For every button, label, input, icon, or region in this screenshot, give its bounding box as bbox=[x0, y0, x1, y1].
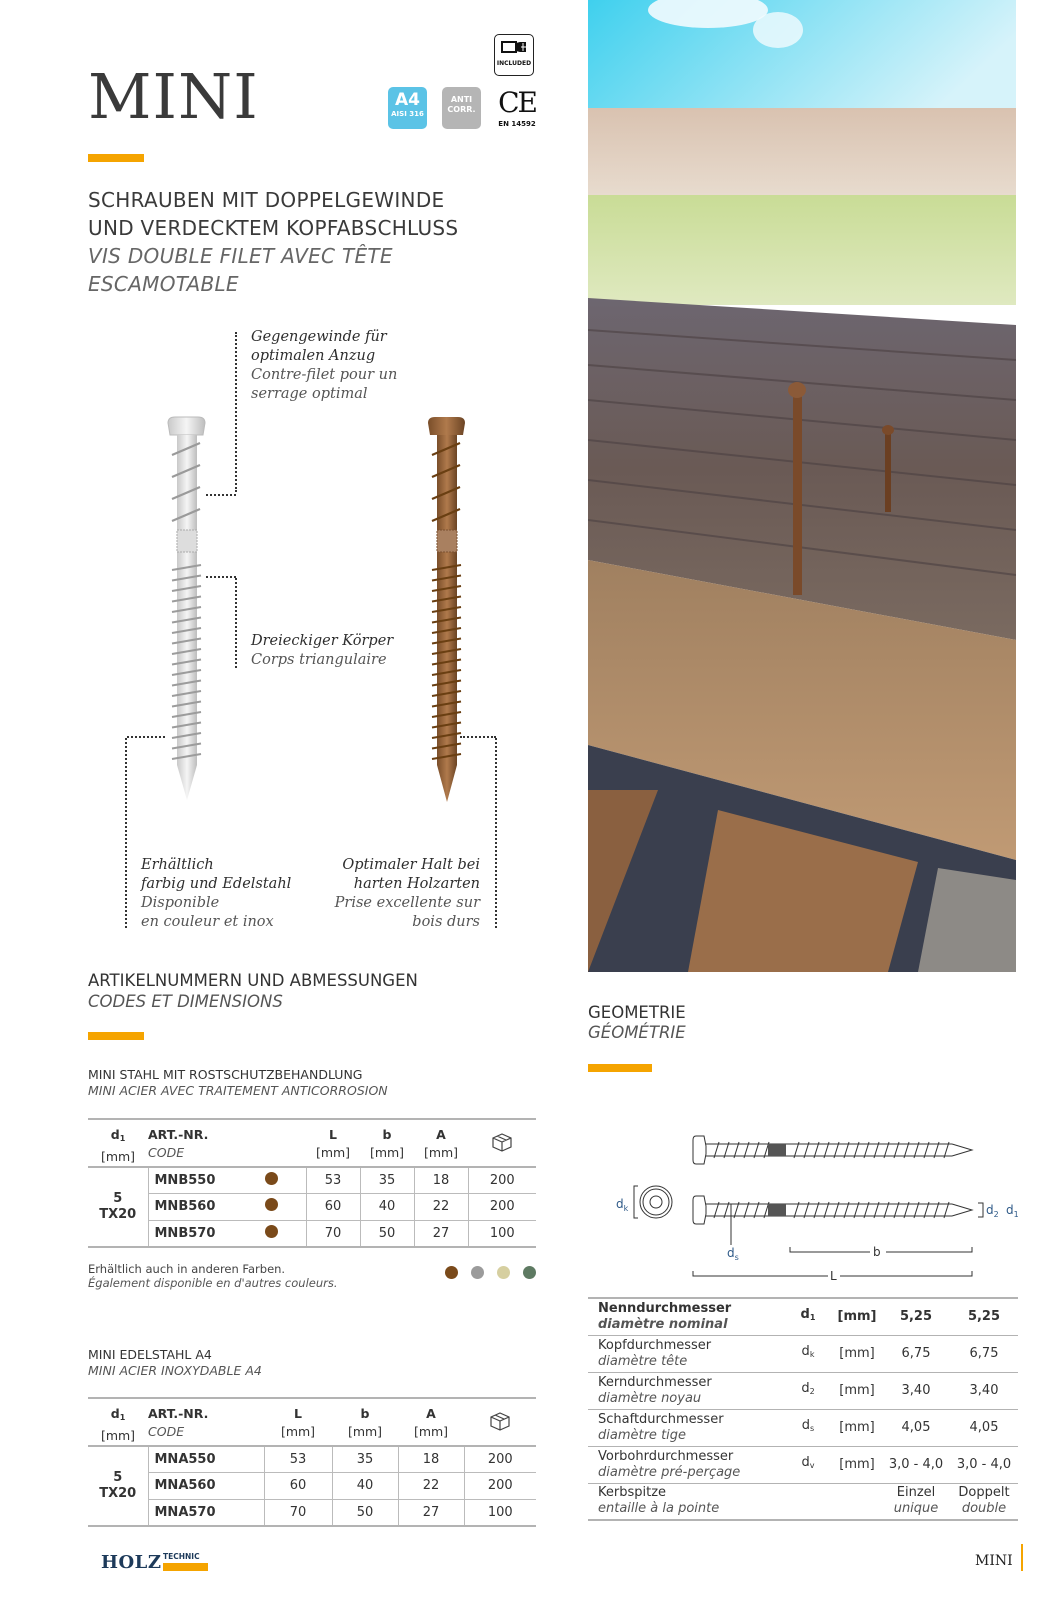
parameter-name: Kopfdurchmesser diamètre tête bbox=[598, 1337, 712, 1369]
callout-counter-thread bbox=[251, 328, 397, 404]
geometry-title-fr: GÉOMÉTRIE bbox=[588, 1023, 686, 1042]
value-cell: 3,0 - 4,0 bbox=[956, 1456, 1012, 1472]
value-cell: 5,25 bbox=[967, 1308, 1001, 1324]
callout-triangular-body bbox=[251, 632, 393, 670]
stainless-table-heading bbox=[88, 1347, 262, 1379]
accent-bar bbox=[588, 1064, 652, 1072]
d2-label: $d_2$ bbox=[986, 1203, 999, 1219]
callout-fr: Corps triangulaire bbox=[251, 652, 387, 668]
unit-cell: [mm] bbox=[839, 1382, 875, 1398]
A-cell: 18 bbox=[414, 1167, 468, 1194]
geometry-row bbox=[588, 1335, 1018, 1372]
header-d1: $d_1$ [mm] bbox=[100, 1406, 136, 1443]
value-cell: 5,25 bbox=[899, 1308, 933, 1324]
table-row bbox=[88, 1167, 536, 1194]
unit-cell: [mm] bbox=[839, 1419, 875, 1435]
callout-de: optimalen Anzug bbox=[251, 348, 376, 364]
included-badge bbox=[494, 34, 534, 76]
color-dot-cell bbox=[238, 1167, 306, 1194]
callout-de: Dreieckiger Körper bbox=[251, 633, 394, 649]
color-dot-cell bbox=[238, 1220, 306, 1247]
geometry-row bbox=[588, 1409, 1018, 1446]
unit-cell: [mm] bbox=[839, 1345, 875, 1361]
thread-length-cell: 50 bbox=[360, 1220, 414, 1247]
header-A: A [mm] bbox=[423, 1127, 459, 1160]
d1-cell: 5 TX20 bbox=[88, 1446, 148, 1526]
d1-cell: 5 TX20 bbox=[88, 1167, 148, 1247]
deck-photo bbox=[588, 0, 1016, 972]
callout-fr: serrage optimal bbox=[251, 386, 368, 402]
thread-length-cell: 40 bbox=[332, 1473, 398, 1500]
ce-badge bbox=[494, 86, 540, 132]
A-cell: 22 bbox=[398, 1473, 464, 1500]
value-cell: 3,0 - 4,0 bbox=[888, 1456, 944, 1472]
parameter-name: Nenndurchmesser diamètre nominal bbox=[598, 1300, 732, 1332]
geometry-table bbox=[588, 1297, 1018, 1521]
length-cell: 60 bbox=[306, 1194, 360, 1221]
header-L: L [mm] bbox=[280, 1406, 316, 1439]
ds-label: $d_s$ bbox=[727, 1246, 739, 1262]
unit-cell: [mm] bbox=[837, 1308, 877, 1324]
length-cell: 70 bbox=[264, 1499, 332, 1526]
holz-technic-logo bbox=[101, 1552, 200, 1573]
pieces-cell: 100 bbox=[468, 1220, 536, 1247]
header-A: A [mm] bbox=[413, 1406, 449, 1439]
length-cell: 53 bbox=[306, 1167, 360, 1194]
steel-title-fr: MINI ACIER AVEC TRAITEMENT ANTICORROSION bbox=[88, 1083, 388, 1098]
value-cell: Einzel unique bbox=[893, 1485, 939, 1517]
callout-fr: Contre-filet pour un bbox=[251, 367, 398, 383]
pieces-cell: 100 bbox=[464, 1499, 536, 1526]
subtitle-de-2: UND VERDECKTEM KOPFABSCHLUSS bbox=[88, 216, 459, 240]
header-code: ART.-NR. CODE bbox=[148, 1127, 209, 1160]
stainless-title-fr: MINI ACIER INOXYDABLE A4 bbox=[88, 1363, 262, 1378]
code-cell: MNB560 bbox=[148, 1194, 238, 1221]
header-b: b [mm] bbox=[347, 1406, 383, 1439]
A-cell: 18 bbox=[398, 1446, 464, 1473]
symbol-cell bbox=[784, 1483, 832, 1520]
value-cell: Doppelt double bbox=[958, 1485, 1010, 1517]
brand-bar bbox=[163, 1563, 208, 1571]
callout-available bbox=[141, 856, 291, 932]
unit-cell: [mm] bbox=[839, 1456, 875, 1472]
leader-line bbox=[460, 736, 496, 738]
callout-hardwood bbox=[300, 856, 480, 932]
product-subtitle bbox=[88, 186, 458, 298]
color-swatch bbox=[497, 1266, 510, 1279]
brand-name: HOLZ bbox=[101, 1552, 162, 1573]
parameter-name: Kerndurchmesser diamètre noyau bbox=[598, 1374, 712, 1406]
symbol-cell: $d_s$ bbox=[801, 1418, 815, 1433]
note-fr: Également disponible en d'autres couleurs. bbox=[88, 1276, 338, 1290]
leader-line bbox=[206, 576, 236, 578]
A-cell: 22 bbox=[414, 1194, 468, 1221]
value-cell: 6,75 bbox=[969, 1345, 999, 1361]
code-cell: MNA570 bbox=[148, 1499, 264, 1526]
steel-codes-table bbox=[88, 1118, 536, 1248]
callout-de: farbig und Edelstahl bbox=[141, 876, 292, 892]
code-cell: MNB550 bbox=[148, 1167, 238, 1194]
pieces-cell: 200 bbox=[464, 1446, 536, 1473]
callout-de: harten Holzarten bbox=[353, 876, 480, 892]
symbol-cell: $d_1$ bbox=[800, 1307, 816, 1323]
pieces-cell: 200 bbox=[464, 1473, 536, 1500]
symbol-cell: $d_v$ bbox=[801, 1455, 815, 1470]
steel-title-de: MINI STAHL MIT ROSTSCHUTZBEHANDLUNG bbox=[88, 1067, 363, 1082]
parameter-name: Vorbohrdurchmesser diamètre pré-perçage bbox=[598, 1448, 741, 1480]
thread-length-cell: 35 bbox=[332, 1446, 398, 1473]
symbol-cell: $d_k$ bbox=[801, 1344, 815, 1359]
L-label: L bbox=[830, 1269, 837, 1283]
dk-label: $d_k$ bbox=[616, 1197, 629, 1213]
geometry-row bbox=[588, 1298, 1018, 1335]
callout-fr: bois durs bbox=[412, 914, 480, 930]
stainless-codes-table bbox=[88, 1397, 536, 1527]
table-row bbox=[88, 1194, 536, 1221]
other-colors-note bbox=[88, 1262, 338, 1290]
included-label: INCLUDED bbox=[496, 60, 532, 67]
parameter-name: Schaftdurchmesser diamètre tige bbox=[598, 1411, 724, 1443]
leader-line bbox=[127, 736, 165, 738]
length-cell: 53 bbox=[264, 1446, 332, 1473]
leader-line bbox=[235, 332, 237, 492]
box-icon bbox=[468, 1119, 536, 1167]
length-cell: 70 bbox=[306, 1220, 360, 1247]
callout-fr: Prise excellente sur bbox=[334, 895, 480, 911]
anti-label: ANTI bbox=[450, 95, 473, 104]
stainless-title-de: MINI EDELSTAHL A4 bbox=[88, 1347, 212, 1362]
geometry-row bbox=[588, 1483, 1018, 1520]
pieces-cell: 200 bbox=[468, 1167, 536, 1194]
value-cell: 4,05 bbox=[969, 1419, 999, 1435]
brand-sub: TECHNIC bbox=[163, 1552, 200, 1561]
accent-bar bbox=[88, 154, 144, 162]
anti-corrosion-badge bbox=[442, 87, 481, 129]
table-row bbox=[88, 1446, 536, 1473]
value-cell: 6,75 bbox=[901, 1345, 931, 1361]
A-cell: 27 bbox=[414, 1220, 468, 1247]
brown-screw-image bbox=[410, 415, 485, 805]
callout-fr: en couleur et inox bbox=[141, 914, 274, 930]
geometry-heading bbox=[588, 1003, 686, 1043]
geometry-row bbox=[588, 1446, 1018, 1483]
leader-line bbox=[206, 494, 236, 496]
symbol-cell: $d_2$ bbox=[801, 1381, 815, 1396]
codes-title-de: ARTIKELNUMMERN UND ABMESSUNGEN bbox=[88, 971, 418, 990]
b-label: b bbox=[873, 1245, 881, 1259]
color-dot-cell bbox=[238, 1194, 306, 1221]
accent-bar bbox=[88, 1032, 144, 1040]
pieces-cell: 200 bbox=[468, 1194, 536, 1221]
steel-table-heading bbox=[88, 1067, 388, 1099]
note-de: Erhältlich auch in anderen Farben. bbox=[88, 1262, 286, 1276]
A-cell: 27 bbox=[398, 1499, 464, 1526]
a4-badge bbox=[388, 87, 427, 129]
geometry-row bbox=[588, 1372, 1018, 1409]
bit-icon bbox=[501, 40, 527, 54]
subtitle-fr-2: ESCAMOTABLE bbox=[88, 272, 239, 296]
code-cell: MNB570 bbox=[148, 1220, 238, 1247]
color-dot bbox=[265, 1198, 278, 1211]
header-L: L [mm] bbox=[315, 1127, 351, 1160]
code-cell: MNA560 bbox=[148, 1473, 264, 1500]
length-cell: 60 bbox=[264, 1473, 332, 1500]
callout-de: Optimaler Halt bei bbox=[342, 857, 480, 873]
color-swatch bbox=[523, 1266, 536, 1279]
thread-length-cell: 40 bbox=[360, 1194, 414, 1221]
table-row bbox=[88, 1220, 536, 1247]
unit-cell bbox=[832, 1483, 882, 1520]
a4-label: A4 bbox=[395, 90, 420, 110]
accent-rule bbox=[1021, 1544, 1023, 1571]
value-cell: 3,40 bbox=[969, 1382, 999, 1398]
leader-line bbox=[235, 578, 237, 668]
header-b: b [mm] bbox=[369, 1127, 405, 1160]
ce-mark: CE bbox=[498, 86, 536, 119]
page-title: MINI bbox=[88, 60, 259, 133]
color-swatch bbox=[445, 1266, 458, 1279]
callout-de: Erhältlich bbox=[141, 857, 214, 873]
color-swatches bbox=[445, 1266, 536, 1279]
codes-section-heading bbox=[88, 970, 418, 1012]
color-dot bbox=[265, 1225, 278, 1238]
geometry-title-de: GEOMETRIE bbox=[588, 1003, 686, 1022]
subtitle-de-1: SCHRAUBEN MIT DOPPELGEWINDE bbox=[88, 188, 445, 212]
leader-line bbox=[495, 738, 497, 928]
thread-length-cell: 35 bbox=[360, 1167, 414, 1194]
color-dot bbox=[265, 1172, 278, 1185]
aisi-label: AISI 316 bbox=[391, 110, 424, 118]
code-cell: MNA550 bbox=[148, 1446, 264, 1473]
table-row bbox=[88, 1473, 536, 1500]
box-icon bbox=[464, 1398, 536, 1446]
table-row bbox=[88, 1499, 536, 1526]
header-code: ART.-NR. CODE bbox=[148, 1406, 209, 1439]
value-cell: 3,40 bbox=[901, 1382, 931, 1398]
parameter-name: Kerbspitze entaille à la pointe bbox=[598, 1485, 720, 1517]
corr-label: CORR. bbox=[447, 105, 476, 114]
stainless-screw-image bbox=[150, 415, 225, 805]
geometry-diagram bbox=[600, 1120, 1030, 1290]
value-cell: 4,05 bbox=[901, 1419, 931, 1435]
callout-de: Gegengewinde für bbox=[251, 329, 387, 345]
leader-line bbox=[125, 738, 127, 928]
color-swatch bbox=[471, 1266, 484, 1279]
header-d1: $d_1$ [mm] bbox=[100, 1127, 136, 1164]
ce-norm: EN 14592 bbox=[498, 120, 536, 128]
subtitle-fr-1: VIS DOUBLE FILET AVEC TÊTE bbox=[88, 244, 393, 268]
page-label: MINI bbox=[975, 1553, 1013, 1569]
codes-title-fr: CODES ET DIMENSIONS bbox=[88, 992, 283, 1011]
callout-fr: Disponible bbox=[141, 895, 220, 911]
thread-length-cell: 50 bbox=[332, 1499, 398, 1526]
d1-label: $d_1$ bbox=[1006, 1203, 1019, 1219]
